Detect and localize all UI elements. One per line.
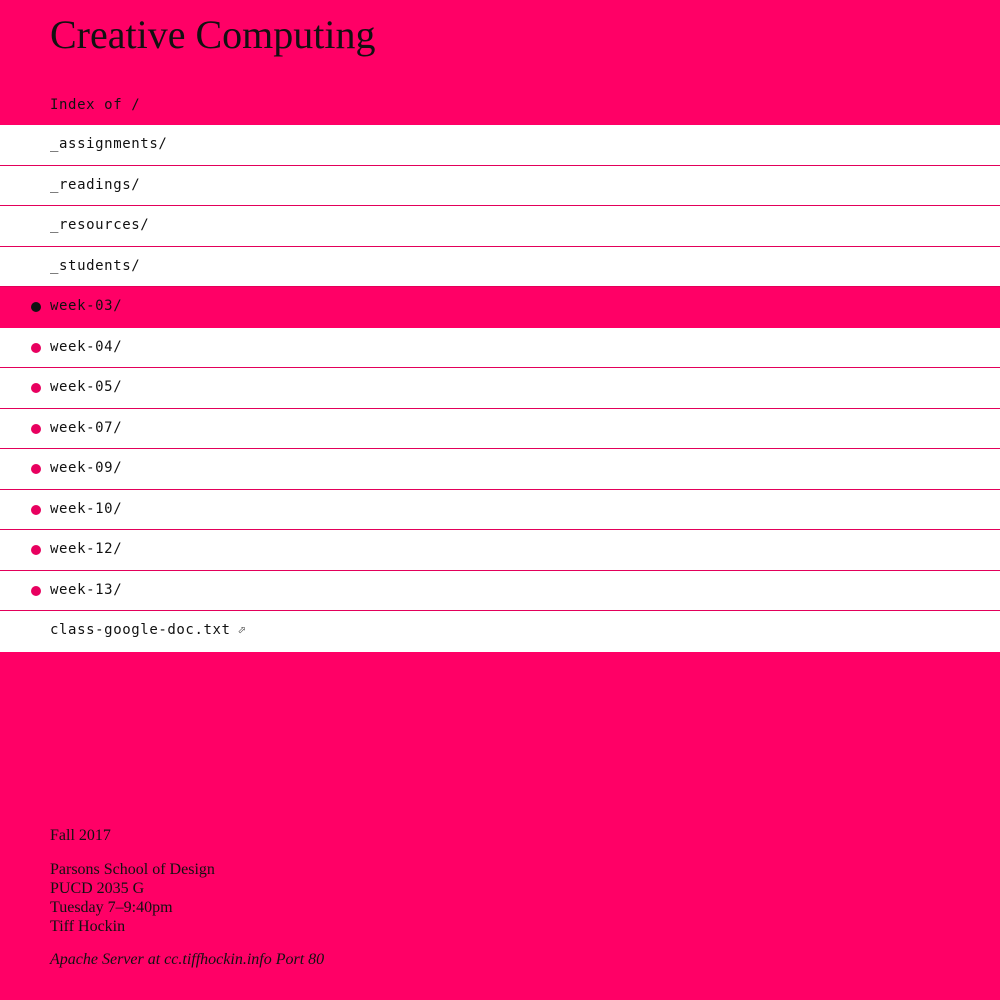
directory-link[interactable]: _students/: [50, 257, 141, 274]
directory-link[interactable]: week-03/: [50, 298, 123, 314]
list-item-readings[interactable]: [0, 166, 1000, 207]
list-item-week-03[interactable]: [0, 287, 1000, 328]
bullet-dot-icon: [31, 383, 41, 393]
bullet-dot-icon: [31, 464, 41, 474]
page-footer: [50, 826, 324, 969]
external-link-icon: ⬀: [237, 625, 247, 636]
file-link[interactable]: [50, 611, 247, 650]
directory-link[interactable]: week-07/: [50, 419, 123, 436]
list-item-week-13[interactable]: [0, 571, 1000, 612]
list-item-class-google-doc[interactable]: [0, 611, 1000, 652]
file-link-label: class-google-doc.txt: [50, 622, 231, 638]
index-heading: Index of /: [50, 97, 141, 113]
directory-link[interactable]: week-05/: [50, 379, 123, 395]
directory-link[interactable]: _readings/: [50, 176, 141, 193]
list-item-resources[interactable]: [0, 206, 1000, 247]
bullet-dot-icon: [31, 343, 41, 353]
page-title: Creative Computing: [50, 12, 376, 57]
list-item-week-07[interactable]: [0, 409, 1000, 450]
list-item-week-09[interactable]: [0, 449, 1000, 490]
bullet-dot-icon: [31, 545, 41, 555]
instructor-name: Tiff Hockin: [50, 918, 126, 935]
class-time: Tuesday 7–9:40pm: [50, 899, 173, 916]
list-item-week-10[interactable]: [0, 490, 1000, 531]
directory-link[interactable]: week-04/: [50, 338, 123, 355]
list-item-week-04[interactable]: [0, 328, 1000, 369]
course-info: [50, 860, 324, 936]
directory-link[interactable]: week-12/: [50, 541, 123, 557]
directory-link[interactable]: _assignments/: [50, 136, 168, 152]
server-signature: Apache Server at cc.tiffhockin.info Port 80: [50, 951, 325, 968]
school-name: Parsons School of Design: [50, 861, 215, 878]
directory-link[interactable]: week-13/: [50, 581, 123, 598]
list-item-students[interactable]: [0, 247, 1000, 288]
directory-link[interactable]: week-09/: [50, 460, 123, 476]
bullet-dot-icon: [31, 586, 41, 596]
bullet-dot-icon: [31, 424, 41, 434]
directory-link[interactable]: _resources/: [50, 217, 150, 233]
semester-label: Fall 2017: [50, 827, 111, 844]
directory-listing: [0, 125, 1000, 652]
bullet-dot-icon: [31, 505, 41, 515]
list-item-assignments[interactable]: [0, 125, 1000, 166]
list-item-week-12[interactable]: [0, 530, 1000, 571]
directory-link[interactable]: week-10/: [50, 500, 123, 517]
bullet-dot-icon: [31, 302, 41, 312]
course-code: PUCD 2035 G: [50, 880, 145, 897]
list-item-week-05[interactable]: [0, 368, 1000, 409]
